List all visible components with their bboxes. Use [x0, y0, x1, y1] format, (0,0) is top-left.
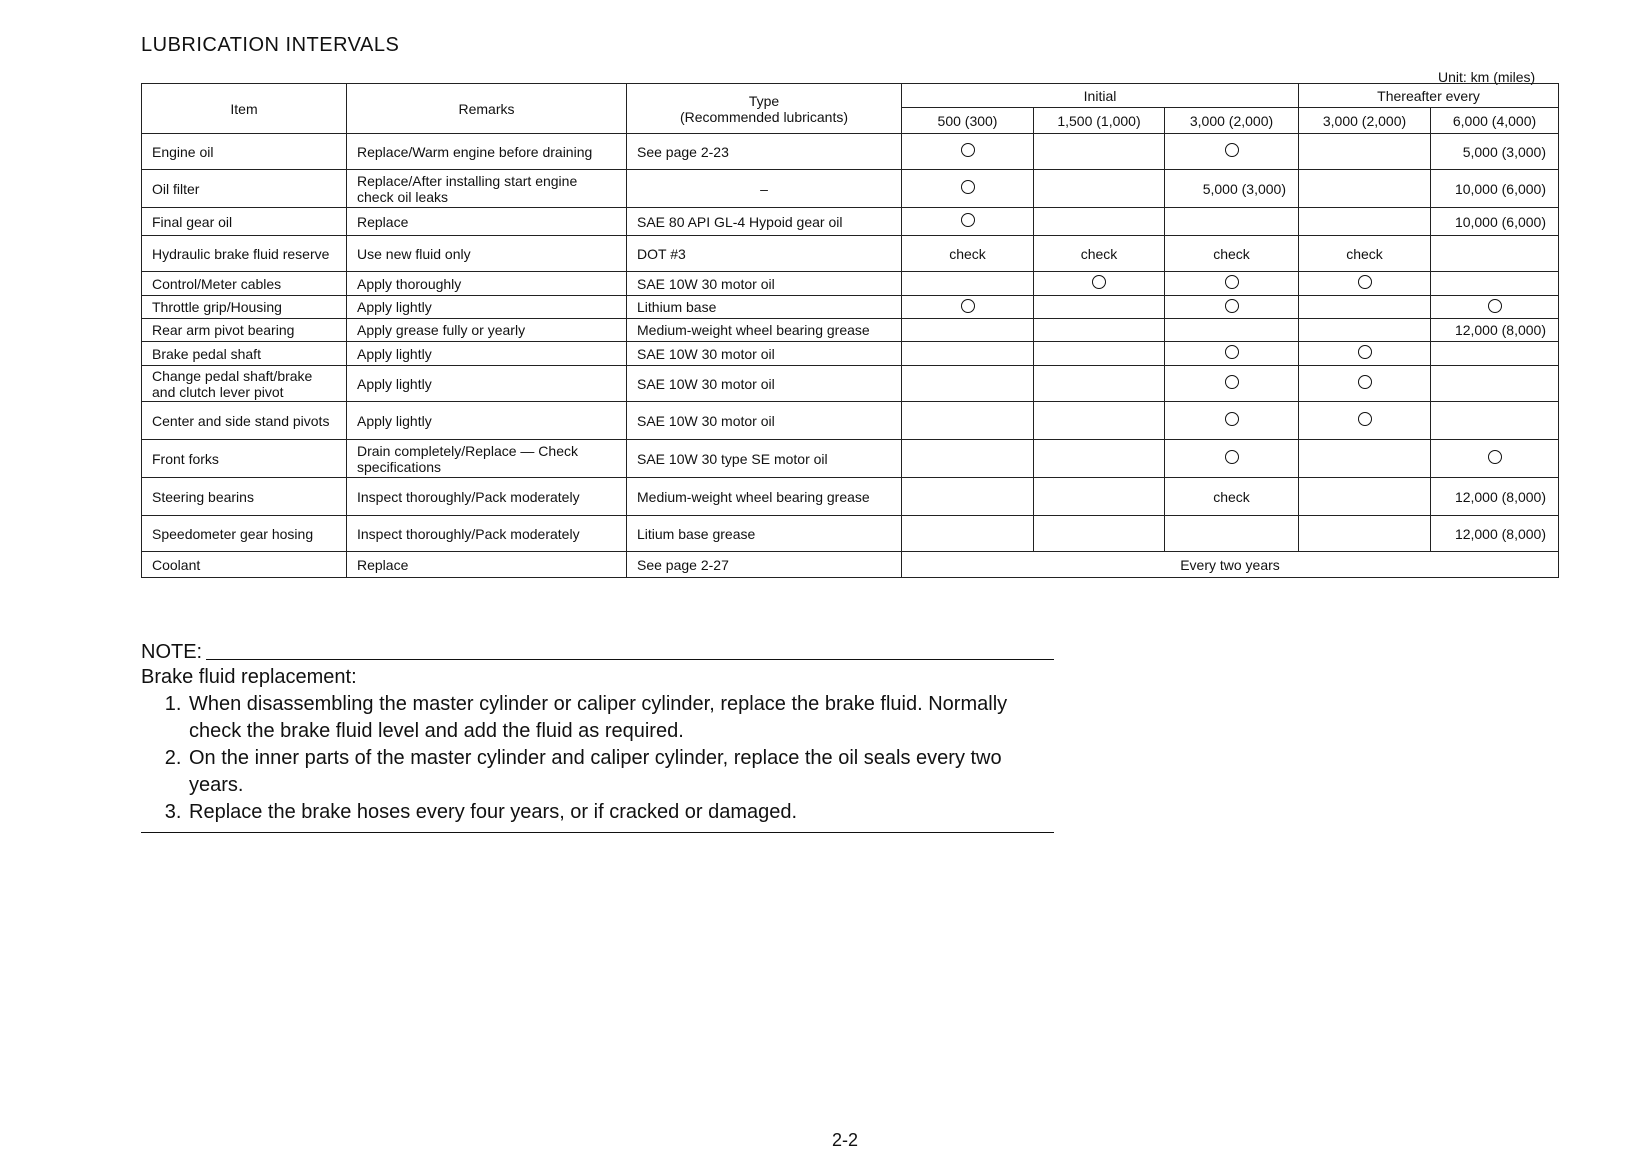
- interval-cell: 12,000 (8,000): [1431, 478, 1559, 516]
- interval-cell: [1034, 366, 1165, 402]
- note-rule: [206, 659, 1054, 660]
- cell-remarks: Inspect thoroughly/Pack moderately: [347, 516, 627, 552]
- interval-cell: [902, 366, 1034, 402]
- cell-type: SAE 10W 30 motor oil: [627, 272, 902, 296]
- interval-cell: [1034, 272, 1165, 296]
- cell-type: Medium-weight wheel bearing grease: [627, 319, 902, 342]
- interval-cell: check: [902, 236, 1034, 272]
- interval-cell: check: [1034, 236, 1165, 272]
- interval-cell: 12,000 (8,000): [1431, 516, 1559, 552]
- interval-cell: [1299, 516, 1431, 552]
- interval-cell: [902, 478, 1034, 516]
- circle-mark-icon: [1225, 412, 1239, 426]
- header-remarks: Remarks: [347, 84, 627, 134]
- cell-remarks: Apply lightly: [347, 342, 627, 366]
- interval-cell: [1299, 478, 1431, 516]
- cell-item: Hydraulic brake fluid reserve: [142, 236, 347, 272]
- interval-cell: [1299, 272, 1431, 296]
- interval-cell: [1431, 366, 1559, 402]
- interval-cell: [1299, 366, 1431, 402]
- note-bottom-rule: [141, 832, 1054, 833]
- cell-type: Lithium base: [627, 296, 902, 319]
- circle-mark-icon: [961, 143, 975, 157]
- circle-mark-icon: [961, 299, 975, 313]
- cell-type: Medium-weight wheel bearing grease: [627, 478, 902, 516]
- interval-cell: [902, 342, 1034, 366]
- interval-cell: [1299, 319, 1431, 342]
- cell-item: Engine oil: [142, 134, 347, 170]
- cell-remarks: Apply thoroughly: [347, 272, 627, 296]
- cell-type: SAE 10W 30 type SE motor oil: [627, 440, 902, 478]
- header-initial: Initial: [902, 84, 1299, 108]
- cell-item: Throttle grip/Housing: [142, 296, 347, 319]
- note-header: [141, 641, 1054, 664]
- cell-remarks: Use new fluid only: [347, 236, 627, 272]
- cell-remarks: Apply lightly: [347, 296, 627, 319]
- circle-mark-icon: [1488, 450, 1502, 464]
- table-row: [142, 319, 1559, 342]
- interval-cell: [1165, 134, 1299, 170]
- interval-cell: [902, 170, 1034, 208]
- circle-mark-icon: [1225, 143, 1239, 157]
- cell-item: Front forks: [142, 440, 347, 478]
- interval-cell: [1299, 170, 1431, 208]
- header-type: [627, 84, 902, 134]
- unit-label: Unit: km (miles): [1438, 69, 1536, 85]
- lubrication-table: [141, 83, 1559, 578]
- header-interval: 500 (300): [902, 108, 1034, 134]
- interval-cell: [1431, 296, 1559, 319]
- interval-cell: [1165, 516, 1299, 552]
- cell-item: Brake pedal shaft: [142, 342, 347, 366]
- header-interval: 3,000 (2,000): [1165, 108, 1299, 134]
- interval-cell: [1299, 296, 1431, 319]
- circle-mark-icon: [1358, 375, 1372, 389]
- table-row: [142, 208, 1559, 236]
- interval-cell: 10,000 (6,000): [1431, 208, 1559, 236]
- cell-remarks: Apply lightly: [347, 402, 627, 440]
- interval-cell: [902, 272, 1034, 296]
- interval-cell: [902, 516, 1034, 552]
- note-section: [141, 641, 1054, 833]
- interval-cell: 5,000 (3,000): [1165, 170, 1299, 208]
- table-row: [142, 402, 1559, 440]
- circle-mark-icon: [1092, 275, 1106, 289]
- interval-cell: [1299, 440, 1431, 478]
- page-title: LUBRICATION INTERVALS: [141, 34, 400, 56]
- interval-cell: [1165, 402, 1299, 440]
- cell-type: DOT #3: [627, 236, 902, 272]
- interval-cell: [1431, 342, 1559, 366]
- note-label: NOTE:: [141, 641, 203, 663]
- interval-cell: [1299, 134, 1431, 170]
- note-item: 1. When disassembling the master cylinder or caliper cylinder, replace the brake fluid. Normally check the brake fluid level and add the fluid as required.: [187, 691, 1054, 745]
- circle-mark-icon: [1225, 275, 1239, 289]
- cell-type: SAE 10W 30 motor oil: [627, 402, 902, 440]
- interval-cell: [1034, 516, 1165, 552]
- cell-remarks: Replace/Warm engine before draining: [347, 134, 627, 170]
- cell-remarks: Drain completely/Replace — Check specifications: [347, 440, 627, 478]
- table-row: [142, 272, 1559, 296]
- cell-remarks: Replace/After installing start engine check oil leaks: [347, 170, 627, 208]
- interval-cell: [1034, 440, 1165, 478]
- header-type-line2: (Recommended lubricants): [679, 108, 849, 125]
- header-interval: 3,000 (2,000): [1299, 108, 1431, 134]
- header-interval: 6,000 (4,000): [1431, 108, 1559, 134]
- cell-remarks: Apply grease fully or yearly: [347, 319, 627, 342]
- cell-type: SAE 10W 30 motor oil: [627, 366, 902, 402]
- note-item: 3. Replace the brake hoses every four years, or if cracked or damaged.: [187, 799, 1054, 826]
- circle-mark-icon: [1225, 345, 1239, 359]
- interval-cell: [902, 296, 1034, 319]
- circle-mark-icon: [1225, 450, 1239, 464]
- interval-cell: check: [1165, 236, 1299, 272]
- note-item: 2. On the inner parts of the master cylinder and caliper cylinder, replace the oil seals every two years.: [187, 745, 1054, 799]
- header-thereafter: Thereafter every: [1299, 84, 1559, 108]
- interval-cell: check: [1299, 236, 1431, 272]
- interval-cell: [1431, 440, 1559, 478]
- cell-remarks: Apply lightly: [347, 366, 627, 402]
- cell-item: Rear arm pivot bearing: [142, 319, 347, 342]
- cell-type: See page 2-23: [627, 134, 902, 170]
- interval-cell: 10,000 (6,000): [1431, 170, 1559, 208]
- circle-mark-icon: [1225, 375, 1239, 389]
- interval-cell: [1034, 319, 1165, 342]
- cell-item: Center and side stand pivots: [142, 402, 347, 440]
- interval-cell: [1299, 208, 1431, 236]
- interval-cell: [902, 208, 1034, 236]
- interval-cell: [1431, 402, 1559, 440]
- interval-cell: [1034, 208, 1165, 236]
- cell-item: Speedometer gear hosing: [142, 516, 347, 552]
- interval-cell: [1034, 342, 1165, 366]
- interval-cell: [1034, 478, 1165, 516]
- header-interval: 1,500 (1,000): [1034, 108, 1165, 134]
- table-row: [142, 440, 1559, 478]
- header-type-line1: Type: [748, 92, 780, 109]
- interval-cell: [1431, 272, 1559, 296]
- interval-cell: [1299, 402, 1431, 440]
- interval-cell: [1431, 236, 1559, 272]
- circle-mark-icon: [961, 180, 975, 194]
- table-row: [142, 170, 1559, 208]
- interval-cell: [902, 134, 1034, 170]
- table-row: [142, 236, 1559, 272]
- table-row: [142, 478, 1559, 516]
- coolant-interval: Every two years: [902, 552, 1559, 578]
- table-row-coolant: [142, 552, 1559, 578]
- interval-cell: 12,000 (8,000): [1431, 319, 1559, 342]
- circle-mark-icon: [961, 213, 975, 227]
- note-list: [141, 691, 1054, 826]
- circle-mark-icon: [1488, 299, 1502, 313]
- cell-item: Change pedal shaft/brake and clutch lever pivot: [142, 366, 347, 402]
- interval-cell: [1034, 296, 1165, 319]
- interval-cell: [1165, 342, 1299, 366]
- interval-cell: [1034, 134, 1165, 170]
- interval-cell: [1299, 342, 1431, 366]
- interval-cell: [1034, 170, 1165, 208]
- cell-item: Steering bearins: [142, 478, 347, 516]
- table-row: [142, 342, 1559, 366]
- note-heading: Brake fluid replacement:: [141, 666, 357, 688]
- interval-cell: [1034, 402, 1165, 440]
- interval-cell: check: [1165, 478, 1299, 516]
- cell-type: SAE 80 API GL-4 Hypoid gear oil: [627, 208, 902, 236]
- circle-mark-icon: [1358, 275, 1372, 289]
- interval-cell: [1165, 208, 1299, 236]
- interval-cell: [902, 440, 1034, 478]
- circle-mark-icon: [1358, 412, 1372, 426]
- interval-cell: [1165, 366, 1299, 402]
- interval-cell: [902, 402, 1034, 440]
- circle-mark-icon: [1358, 345, 1372, 359]
- cell-remarks: Replace: [347, 208, 627, 236]
- interval-cell: [1165, 296, 1299, 319]
- interval-cell: [902, 319, 1034, 342]
- cell-remarks: Replace: [347, 552, 627, 578]
- cell-item: Control/Meter cables: [142, 272, 347, 296]
- cell-item: Coolant: [142, 552, 347, 578]
- cell-type: See page 2-27: [627, 552, 902, 578]
- interval-cell: 5,000 (3,000): [1431, 134, 1559, 170]
- interval-cell: [1165, 272, 1299, 296]
- cell-item: Final gear oil: [142, 208, 347, 236]
- cell-remarks: Inspect thoroughly/Pack moderately: [347, 478, 627, 516]
- cell-type: –: [627, 170, 902, 208]
- page-number: 2-2: [832, 1130, 859, 1150]
- interval-cell: [1165, 440, 1299, 478]
- interval-cell: [1165, 319, 1299, 342]
- table-row: [142, 134, 1559, 170]
- table-row: [142, 516, 1559, 552]
- cell-type: SAE 10W 30 motor oil: [627, 342, 902, 366]
- table-row: [142, 296, 1559, 319]
- header-item: Item: [142, 84, 347, 134]
- circle-mark-icon: [1225, 299, 1239, 313]
- table-row: [142, 366, 1559, 402]
- cell-item: Oil filter: [142, 170, 347, 208]
- cell-type: Litium base grease: [627, 516, 902, 552]
